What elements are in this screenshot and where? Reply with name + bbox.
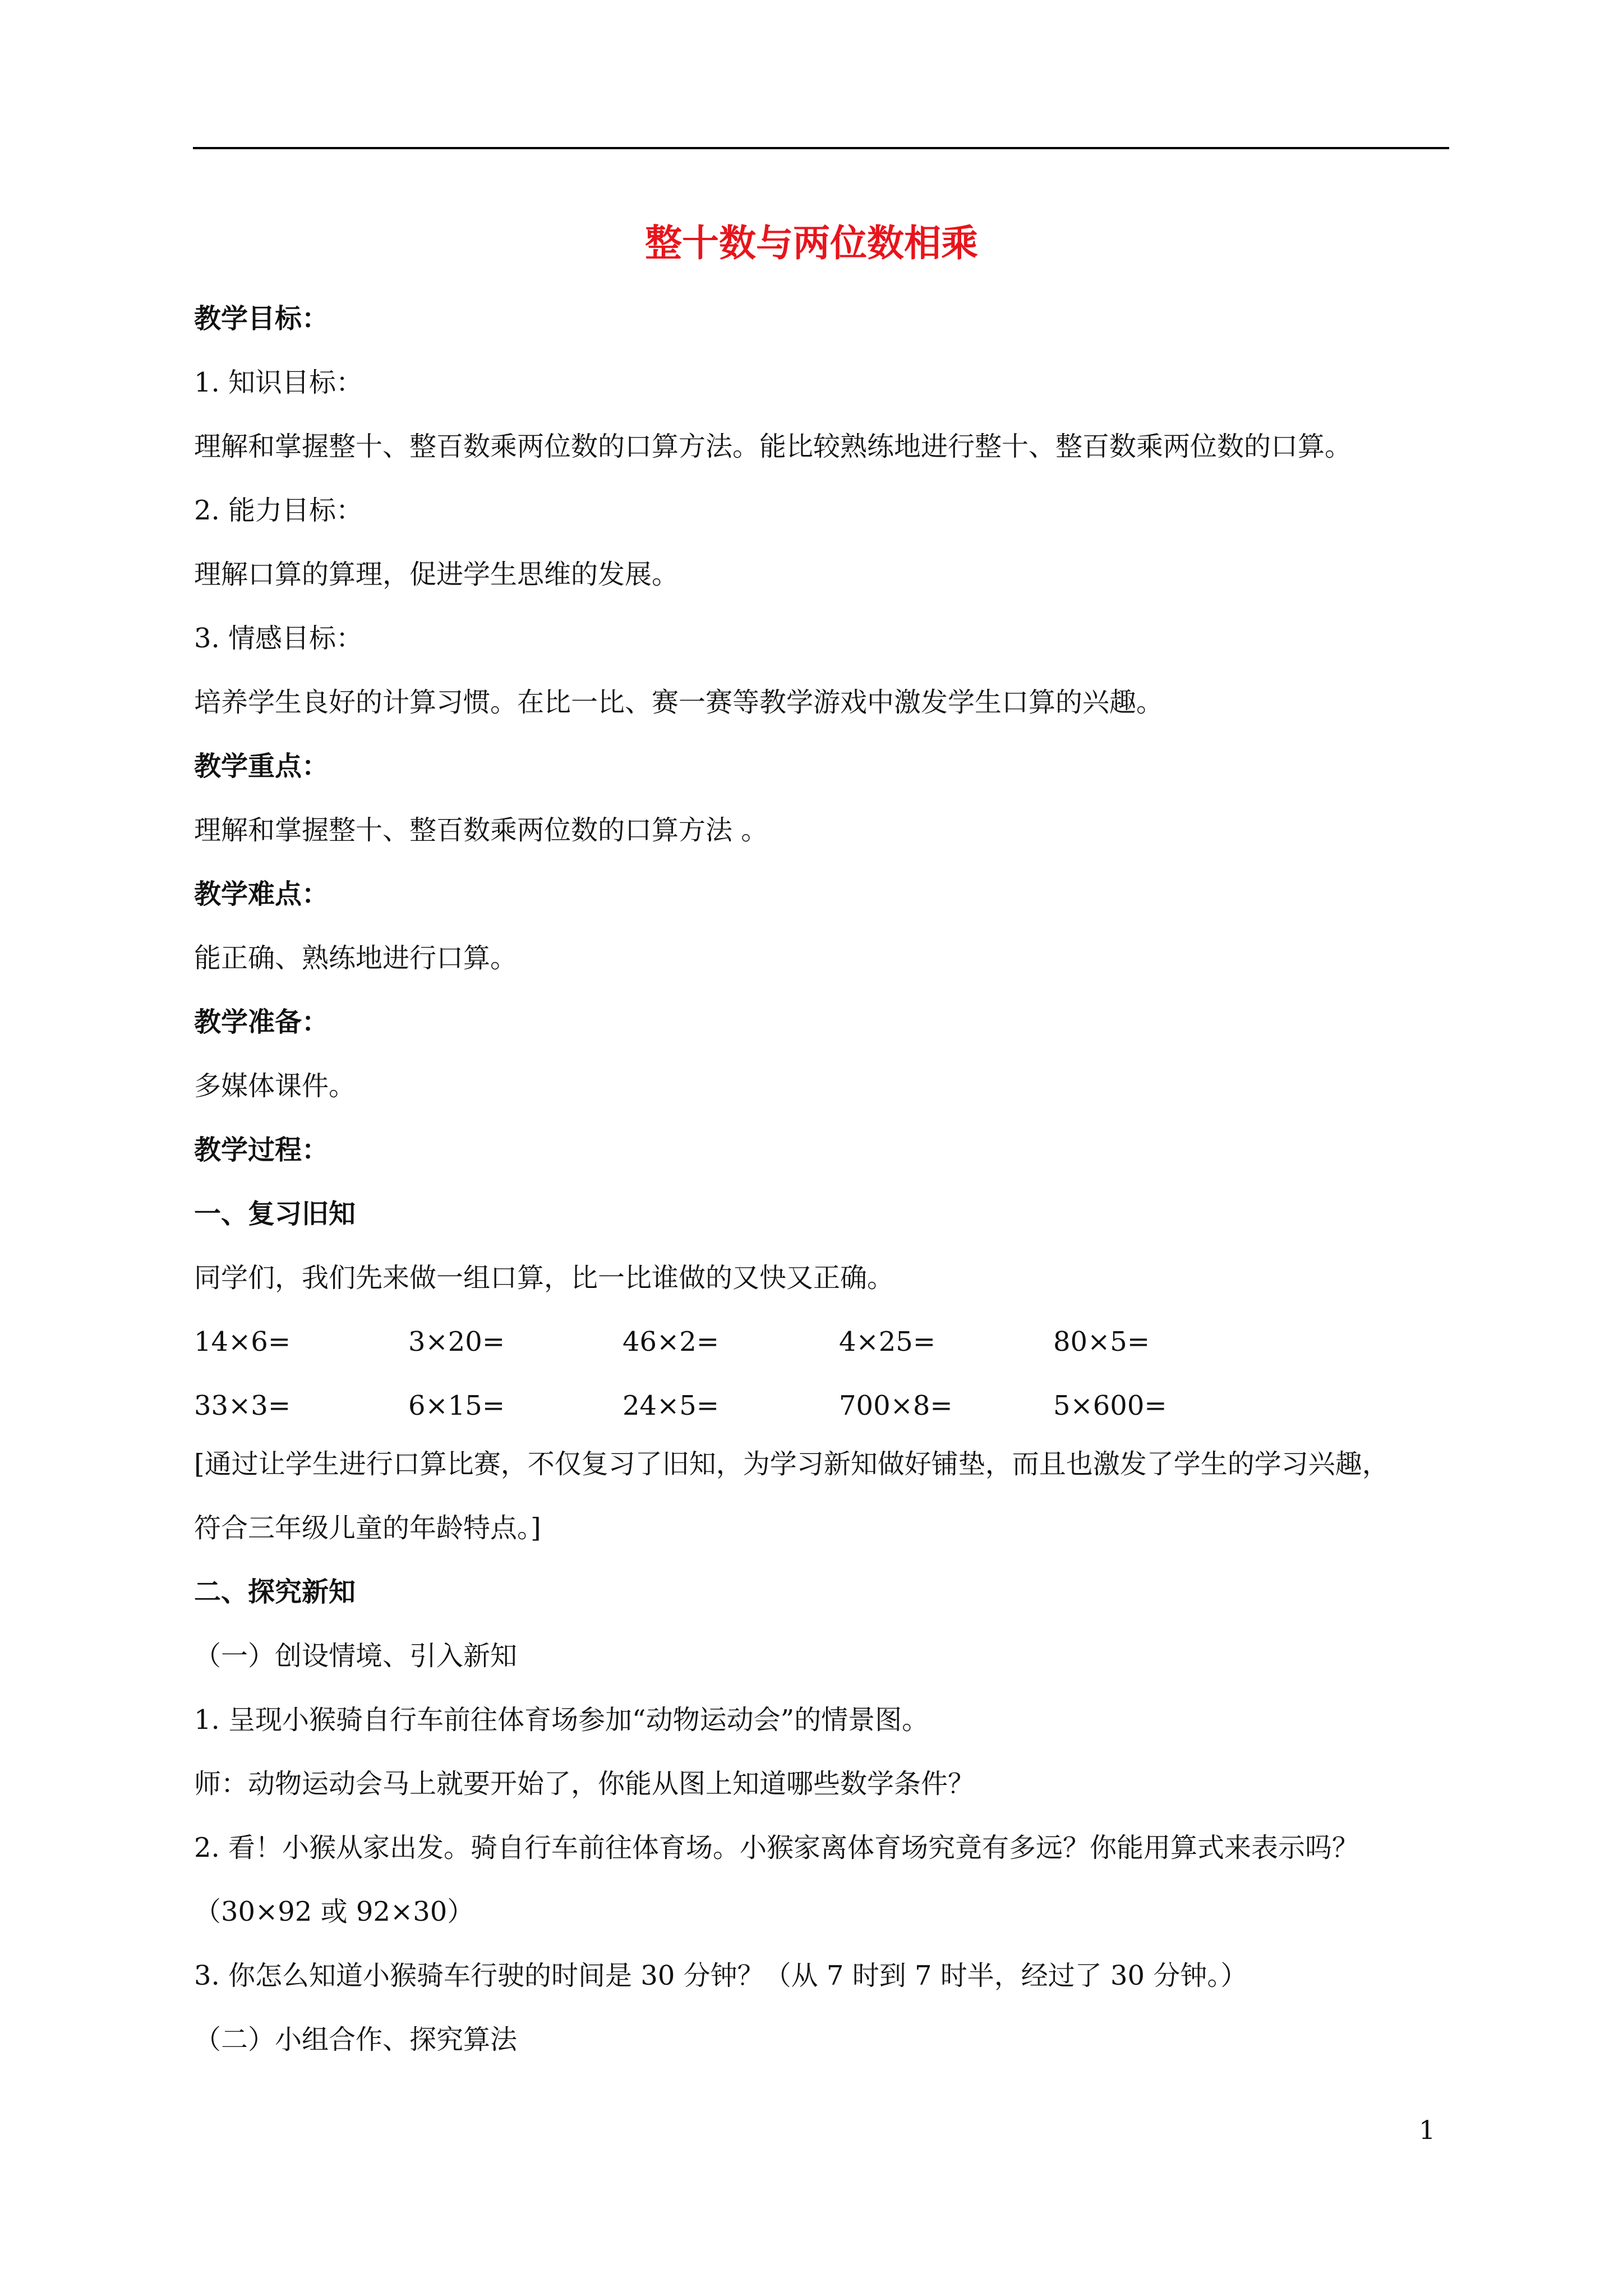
paragraph: 2. 能力目标： xyxy=(194,495,363,526)
exercise-cell: 14×6= xyxy=(194,1326,291,1358)
exercise-cell: 700×8= xyxy=(839,1390,953,1421)
paragraph: 师：动物运动会马上就要开始了，你能从图上知道哪些数学条件？ xyxy=(194,1768,975,1800)
exercise-cell: 4×25= xyxy=(839,1326,936,1358)
paragraph: 理解和掌握整十、整百数乘两位数的口算方法。能比较熟练地进行整十、整百数乘两位数的口算。 xyxy=(194,431,1352,462)
paragraph: 3. 情感目标： xyxy=(194,623,363,654)
paragraph: 2. 看！小猴从家出发。骑自行车前往体育场。小猴家离体育场究竟有多远？你能用算式来表示吗？ xyxy=(194,1832,1359,1864)
heading-review: 一、复习旧知 xyxy=(194,1198,356,1230)
paragraph: 符合三年级儿童的年龄特点。] xyxy=(194,1512,541,1544)
paragraph: [通过让学生进行口算比赛，不仅复习了旧知，为学习新知做好铺垫，而且也激发了学生的学习兴趣， xyxy=(194,1448,1389,1480)
heading-key-points: 教学重点： xyxy=(194,751,329,782)
page-number: 1 xyxy=(1419,2115,1436,2145)
exercise-cell: 33×3= xyxy=(194,1390,291,1421)
heading-process: 教学过程： xyxy=(194,1134,329,1166)
paragraph: （一）创设情境、引入新知 xyxy=(194,1640,518,1672)
paragraph: （二）小组合作、探究算法 xyxy=(194,2024,518,2055)
paragraph: 多媒体课件。 xyxy=(194,1070,356,1102)
exercise-cell: 80×5= xyxy=(1053,1326,1150,1358)
paragraph: （30×92 或 92×30） xyxy=(194,1896,474,1927)
header-rule xyxy=(193,147,1449,149)
paragraph: 理解口算的算理，促进学生思维的发展。 xyxy=(194,559,679,590)
paragraph: 1. 知识目标： xyxy=(194,367,363,398)
exercise-cell: 46×2= xyxy=(623,1326,720,1358)
heading-objectives: 教学目标： xyxy=(194,303,329,334)
heading-difficulties: 教学难点： xyxy=(194,878,329,910)
heading-explore: 二、探究新知 xyxy=(194,1576,356,1608)
paragraph: 3. 你怎么知道小猴骑车行驶的时间是 30 分钟？（从 7 时到 7 时半，经过了 30 分钟。） xyxy=(194,1960,1248,1991)
paragraph: 能正确、熟练地进行口算。 xyxy=(194,942,518,974)
paragraph: 培养学生良好的计算习惯。在比一比、赛一赛等教学游戏中激发学生口算的兴趣。 xyxy=(194,687,1164,718)
paragraph: 1. 呈现小猴骑自行车前往体育场参加“动物运动会”的情景图。 xyxy=(194,1704,929,1736)
paragraph: 同学们，我们先来做一组口算，比一比谁做的又快又正确。 xyxy=(194,1262,895,1294)
exercise-cell: 24×5= xyxy=(623,1390,720,1421)
heading-preparation: 教学准备： xyxy=(194,1006,329,1038)
paragraph: 理解和掌握整十、整百数乘两位数的口算方法 。 xyxy=(194,815,768,846)
exercise-cell: 3×20= xyxy=(408,1326,505,1358)
page-title: 整十数与两位数相乘 xyxy=(645,221,978,265)
exercise-cell: 5×600= xyxy=(1053,1390,1167,1421)
exercise-cell: 6×15= xyxy=(408,1390,505,1421)
